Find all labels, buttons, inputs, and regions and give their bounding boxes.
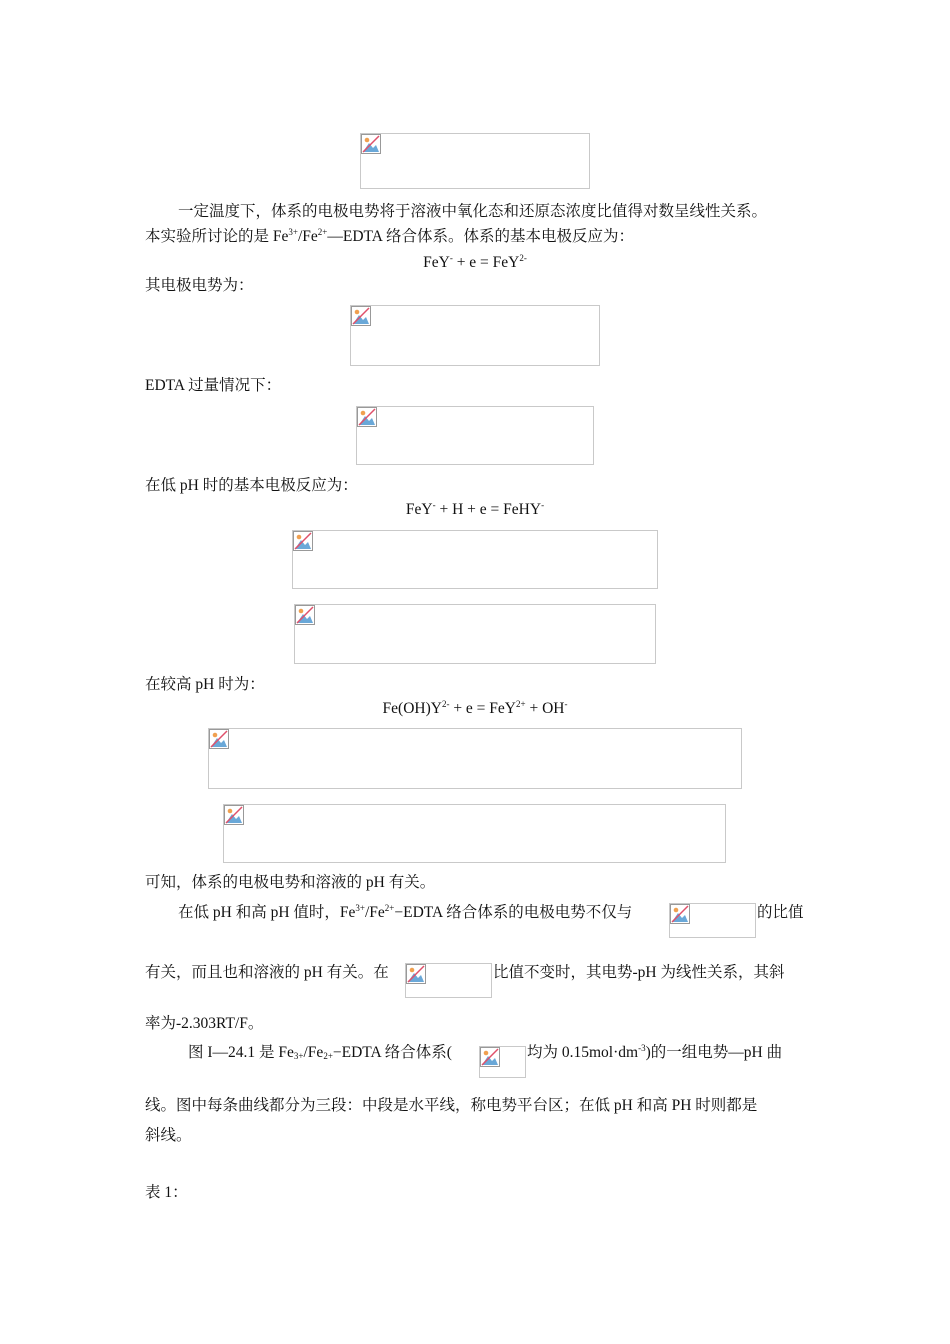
equation-image bbox=[360, 133, 590, 189]
paragraph-text: 图 I—24.1 是 $Fe_{3+}/Fe_{2+}-EDTA$ 络合体系( bbox=[188, 1044, 452, 1061]
paragraph-text: 本实验所讨论的是 $Fe^{3+}/Fe^{2+}—EDTA$ 络合体系。体系的基本电极反应为： bbox=[145, 227, 634, 245]
paragraph-text: 其电极电势为： bbox=[145, 277, 254, 294]
inline-formula-image bbox=[669, 903, 756, 938]
paragraph-text: 一定温度下，体系的电极电势将于溶液中氧化态和还原态浓度比值得对数呈线性关系。 bbox=[178, 203, 768, 220]
broken-image-icon bbox=[295, 605, 315, 625]
equation-image bbox=[223, 804, 726, 863]
equation-image bbox=[294, 604, 656, 664]
table-caption: 表 1： bbox=[145, 1184, 188, 1201]
inline-formula-image bbox=[405, 963, 492, 998]
paragraph-text: 率为-2.303RT/F。 bbox=[145, 1015, 264, 1032]
equation-image bbox=[208, 728, 742, 789]
broken-image-icon bbox=[351, 306, 371, 326]
broken-image-icon bbox=[480, 1047, 500, 1067]
inline-formula-image bbox=[479, 1046, 526, 1078]
paragraph-text: EDTA 过量情况下： bbox=[145, 377, 282, 394]
broken-image-icon bbox=[293, 531, 313, 551]
equation-image bbox=[292, 530, 658, 589]
broken-image-icon bbox=[357, 407, 377, 427]
paragraph-text: 的比值 bbox=[757, 904, 804, 921]
paragraph-text: 在较高 pH 时为： bbox=[145, 676, 265, 693]
broken-image-icon bbox=[224, 805, 244, 825]
reaction-equation: $Fe(OH)Y^{2-} + e = FeY^{2+} + OH^-$ bbox=[382, 699, 568, 717]
paragraph-text: 斜线。 bbox=[145, 1127, 192, 1144]
broken-image-icon bbox=[361, 134, 381, 154]
equation-image bbox=[356, 406, 594, 465]
broken-image-icon bbox=[209, 729, 229, 749]
paragraph-text: 比值不变时，其电势-pH 为线性关系，其斜 bbox=[493, 964, 785, 981]
broken-image-icon bbox=[406, 964, 426, 984]
paragraph-text: 在低 pH 时的基本电极反应为： bbox=[145, 477, 358, 494]
equation-image bbox=[350, 305, 600, 366]
paragraph-text: 可知，体系的电极电势和溶液的 pH 有关。 bbox=[145, 874, 436, 891]
paragraph-text: 线。图中每条曲线都分为三段：中段是水平线，称电势平台区；在低 pH 和高 PH 时则都是 bbox=[145, 1097, 758, 1114]
reaction-equation: FeY- + H + e = FeHY- bbox=[405, 500, 545, 518]
paragraph-text: 在低 pH 和高 pH 值时，$Fe^{3+}/Fe^{2+}-EDTA$ 络合体系的电极电势不仅与 bbox=[178, 903, 633, 921]
paragraph-text: 有关，而且也和溶液的 pH 有关。在 bbox=[145, 964, 389, 981]
paragraph-text: 均为 $0.15mol\cdot dm^{-3}$)的一组电势—pH 曲 bbox=[527, 1043, 783, 1061]
reaction-equation: FeY- + e = FeY$^{2-}$ bbox=[423, 253, 527, 271]
broken-image-icon bbox=[670, 904, 690, 924]
